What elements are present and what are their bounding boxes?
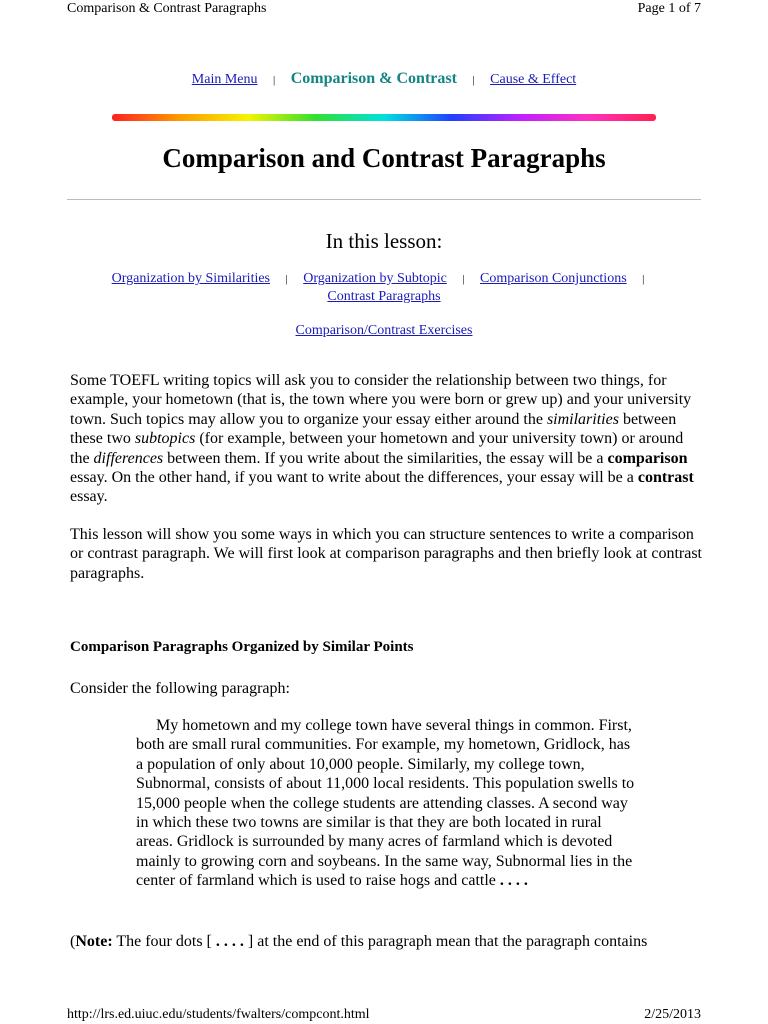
intro-bold: comparison	[607, 449, 688, 467]
intro-text: Some TOEFL writing topics will ask you to consider the relationship between two things, for example, your hometown (that is, the town where you were born or grew up) and your university town. Such topics may allow you to organize your essay either around the	[70, 372, 692, 428]
example-ellipsis: . . . .	[499, 872, 528, 890]
intro-text: essay. On the other hand, if you want to write about the differences, your essay will be a	[70, 469, 638, 487]
intro-bold: contrast	[637, 469, 694, 487]
intro-emphasis: subtopics	[134, 430, 196, 448]
link-organization-by-subtopic[interactable]: Organization by Subtopic	[303, 271, 447, 286]
intro-text: between these two	[70, 410, 677, 448]
note-text: The four dots [	[112, 933, 216, 950]
page-number: Page 1 of 7	[637, 1, 701, 16]
example-paragraph	[136, 716, 636, 891]
lesson-links	[67, 270, 701, 306]
horizontal-rule	[67, 199, 701, 200]
link-contrast-paragraphs[interactable]: Contrast Paragraphs	[327, 289, 441, 304]
intro-text: essay.	[70, 488, 108, 506]
note-dots: . . . .	[215, 933, 244, 950]
note-paren: (	[70, 933, 76, 950]
nav-cause-effect-link[interactable]: Cause & Effect	[490, 72, 577, 87]
note-paragraph	[70, 932, 702, 951]
note-text: ] at the end of this paragraph mean that the paragraph contains	[243, 933, 648, 950]
lesson-overview-paragraph: This lesson will show you some ways in which you can structure sentences to write a comparison or contrast paragraph. We will first look at comparison paragraphs and then briefly look at contrast paragraphs.	[70, 526, 702, 582]
example-text: My hometown and my college town have several things in common. First, both are small rural communities. For example, my hometown, Gridlock, has a population of only about 10,000 people. Similarly, my college town, Subnormal, consists of about 11,000 local residents. This population swells to 15,000 people when the college students are attending classes. A second way in which these two towns are similar is that they are both located in rural areas. Gridlock is surrounded by many acres of farmland which is devoted mainly to growing corn and soybeans. In the same way, Subnormal lies in the center of farmland which is used to raise hogs and cattle	[136, 717, 635, 890]
link-separator: |	[462, 273, 465, 285]
link-exercises[interactable]: Comparison/Contrast Exercises	[295, 323, 473, 338]
lesson-heading: In this lesson:	[325, 229, 443, 253]
footer-date: 2/25/2013	[644, 1007, 701, 1022]
top-nav	[0, 70, 768, 88]
footer-url: http://lrs.ed.uiuc.edu/students/fwalters/compcont.html	[67, 1007, 370, 1022]
link-organization-by-similarities[interactable]: Organization by Similarities	[111, 271, 271, 286]
page-title: Comparison and Contrast Paragraphs	[162, 143, 606, 173]
rainbow-divider	[112, 114, 656, 121]
print-footer	[67, 1006, 701, 1024]
intro-emphasis: differences	[93, 449, 164, 467]
section-heading: Comparison Paragraphs Organized by Similar Points	[70, 639, 414, 655]
intro-emphasis: similarities	[546, 410, 619, 428]
link-separator: |	[285, 273, 288, 285]
nav-main-menu-link[interactable]: Main Menu	[191, 72, 258, 87]
nav-separator: |	[472, 74, 475, 86]
nav-separator: |	[273, 74, 276, 86]
exercises-link-row	[0, 323, 768, 339]
intro-text: between them. If you write about the similarities, the essay will be a	[163, 449, 608, 467]
header-title: Comparison & Contrast Paragraphs	[67, 1, 267, 16]
intro-text: (for example, between your hometown and your university town) or around the	[70, 430, 684, 467]
link-comparison-conjunctions[interactable]: Comparison Conjunctions	[480, 271, 627, 286]
note-label: Note:	[75, 933, 113, 950]
nav-current-page: Comparison & Contrast	[290, 70, 457, 87]
intro-paragraph	[70, 371, 702, 507]
link-separator: |	[642, 273, 645, 285]
consider-text: Consider the following paragraph:	[70, 680, 290, 697]
print-header	[67, 0, 701, 18]
